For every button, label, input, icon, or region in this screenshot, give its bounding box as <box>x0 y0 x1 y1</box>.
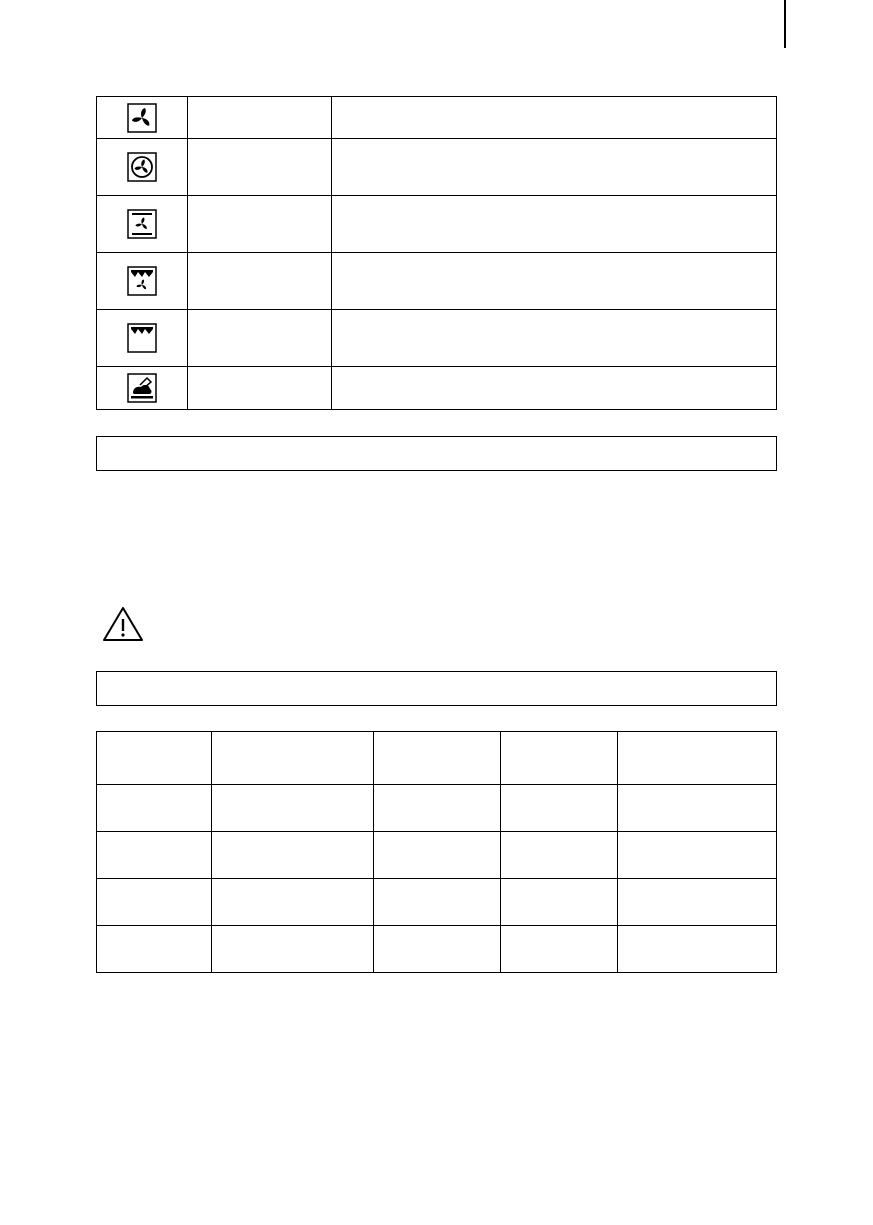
icon-cell <box>97 139 188 196</box>
icon-cell <box>97 253 188 310</box>
table-cell <box>97 785 212 832</box>
grill-icon <box>97 323 187 353</box>
table-row <box>97 785 777 832</box>
icon-cell <box>97 97 188 139</box>
table-cell <box>212 879 374 926</box>
mode-description <box>332 367 777 410</box>
table-cell <box>212 785 374 832</box>
table-cell <box>374 785 501 832</box>
table-cell <box>212 926 374 973</box>
table-cell <box>501 879 618 926</box>
table-cell <box>618 785 777 832</box>
table-cell <box>374 926 501 973</box>
table-row <box>97 253 777 310</box>
header-cell <box>501 732 618 785</box>
table-cell <box>501 785 618 832</box>
header-cell <box>212 732 374 785</box>
defrost-icon <box>97 373 187 403</box>
table-row <box>97 367 777 410</box>
header-cell <box>97 732 212 785</box>
table-row <box>97 139 777 196</box>
mode-description <box>332 97 777 139</box>
header-cell <box>374 732 501 785</box>
table-cell <box>618 832 777 879</box>
header-cell <box>618 732 777 785</box>
table-row <box>97 310 777 367</box>
icon-cell <box>97 196 188 253</box>
warning-triangle-icon <box>102 606 144 642</box>
mode-name <box>188 97 332 139</box>
table-cell <box>618 926 777 973</box>
icon-cell <box>97 367 188 410</box>
mode-name <box>188 310 332 367</box>
section-box <box>96 671 777 706</box>
mode-name <box>188 139 332 196</box>
page-edge-rule <box>784 0 786 48</box>
mode-description <box>332 139 777 196</box>
table-cell <box>97 926 212 973</box>
data-table <box>96 731 777 973</box>
mode-name <box>188 367 332 410</box>
mode-description <box>332 196 777 253</box>
icon-cell <box>97 310 188 367</box>
table-cell <box>618 879 777 926</box>
mode-name <box>188 253 332 310</box>
fan-circle-icon <box>97 152 187 182</box>
table-cell <box>374 832 501 879</box>
table-row <box>97 97 777 139</box>
table-cell <box>97 879 212 926</box>
table-row <box>97 832 777 879</box>
table-cell <box>374 879 501 926</box>
table-header-row <box>97 732 777 785</box>
oven-function-table <box>96 96 777 410</box>
table-row <box>97 879 777 926</box>
table-cell <box>212 832 374 879</box>
mode-description <box>332 310 777 367</box>
fan-icon <box>97 103 187 133</box>
table-cell <box>501 832 618 879</box>
table-cell <box>501 926 618 973</box>
fan-grill-icon <box>97 266 187 296</box>
info-box <box>96 436 777 471</box>
mode-description <box>332 253 777 310</box>
fan-top-bottom-heat-icon <box>97 209 187 239</box>
table-row <box>97 926 777 973</box>
table-cell <box>97 832 212 879</box>
table-row <box>97 196 777 253</box>
mode-name <box>188 196 332 253</box>
